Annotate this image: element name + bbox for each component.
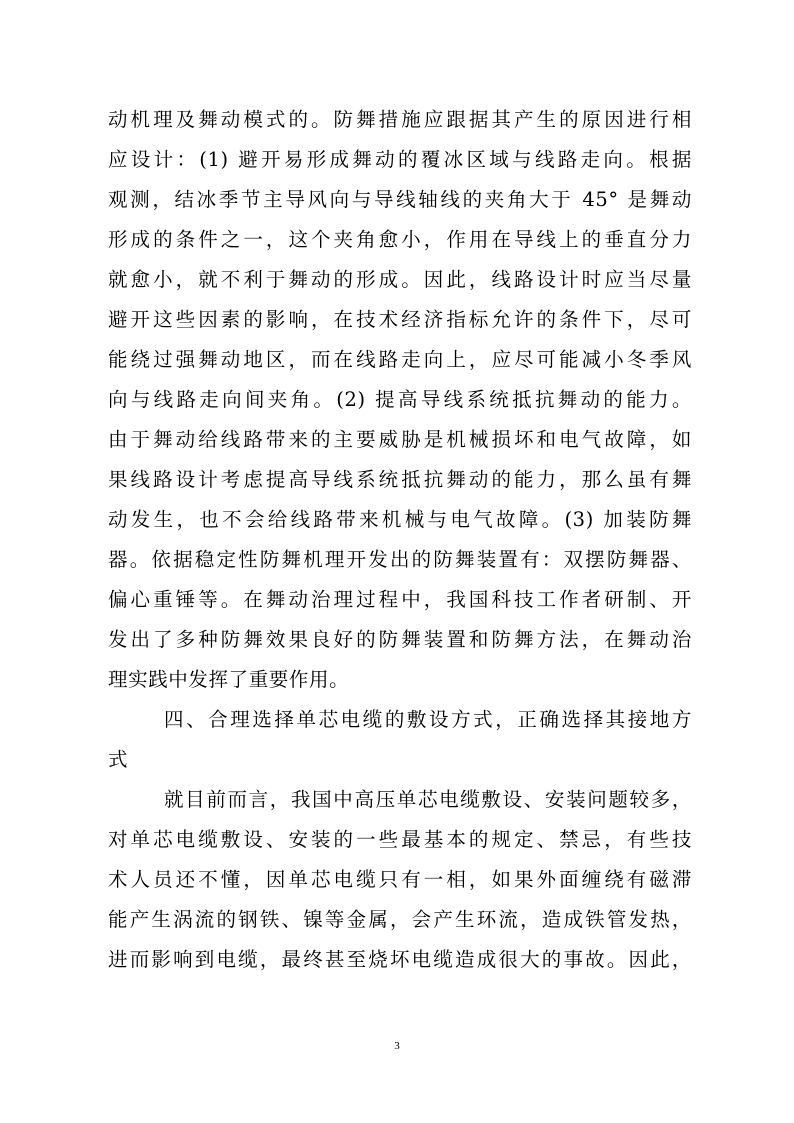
page-number: 3 (394, 1040, 400, 1052)
paragraph-line: 向与线路走向间夹角。(2) 提高导线系统抵抗舞动的能力。 (108, 388, 692, 411)
paragraph-line: 能产生涡流的钢铁、镍等金属，会产生环流，造成铁管发热， (108, 908, 692, 931)
paragraph-line: 动机理及舞动模式的。防舞措施应跟据其产生的原因进行相 (108, 108, 692, 131)
paragraph-line: 就愈小，就不利于舞动的形成。因此，线路设计时应当尽量 (108, 268, 692, 291)
paragraph-line: 果线路设计考虑提高导线系统抵抗舞动的能力，那么虽有舞 (108, 468, 692, 491)
paragraph-line: 进而影响到电缆，最终甚至烧坏电缆造成很大的事故。因此， (108, 948, 692, 971)
paragraph-line: 动发生，也不会给线路带来机械与电气故障。(3) 加装防舞 (108, 508, 692, 531)
paragraph-line: 偏心重锤等。在舞动治理过程中，我国科技工作者研制、开 (108, 588, 692, 611)
paragraph-line: 理实践中发挥了重要作用。 (108, 668, 350, 691)
paragraph-line: 对单芯电缆敷设、安装的一些最基本的规定、禁忌，有些技 (108, 828, 692, 851)
section-heading: 四、合理选择单芯电缆的敷设方式，正确选择其接地方 (164, 708, 692, 731)
section-heading-continuation: 式 (108, 748, 129, 771)
paragraph-line: 能绕过强舞动地区，而在线路走向上，应尽可能减小冬季风 (108, 348, 692, 371)
paragraph-line: 避开这些因素的影响，在技术经济指标允许的条件下，尽可 (108, 308, 692, 331)
paragraph-line: 就目前而言，我国中高压单芯电缆敷设、安装问题较多， (164, 788, 692, 811)
paragraph-line: 应设计：(1) 避开易形成舞动的覆冰区域与线路走向。根据 (108, 148, 692, 171)
paragraph-line: 形成的条件之一，这个夹角愈小，作用在导线上的垂直分力 (108, 228, 692, 251)
paragraph-line: 器。依据稳定性防舞机理开发出的防舞装置有：双摆防舞器、 (108, 548, 692, 571)
paragraph-line: 发出了多种防舞效果良好的防舞装置和防舞方法，在舞动治 (108, 628, 692, 651)
paragraph-line: 由于舞动给线路带来的主要威胁是机械损坏和电气故障，如 (108, 428, 692, 451)
paragraph-line: 观测，结冰季节主导风向与导线轴线的夹角大于 45° 是舞动 (108, 188, 692, 211)
paragraph-line: 术人员还不懂，因单芯电缆只有一相，如果外面缠绕有磁滞 (108, 868, 692, 891)
